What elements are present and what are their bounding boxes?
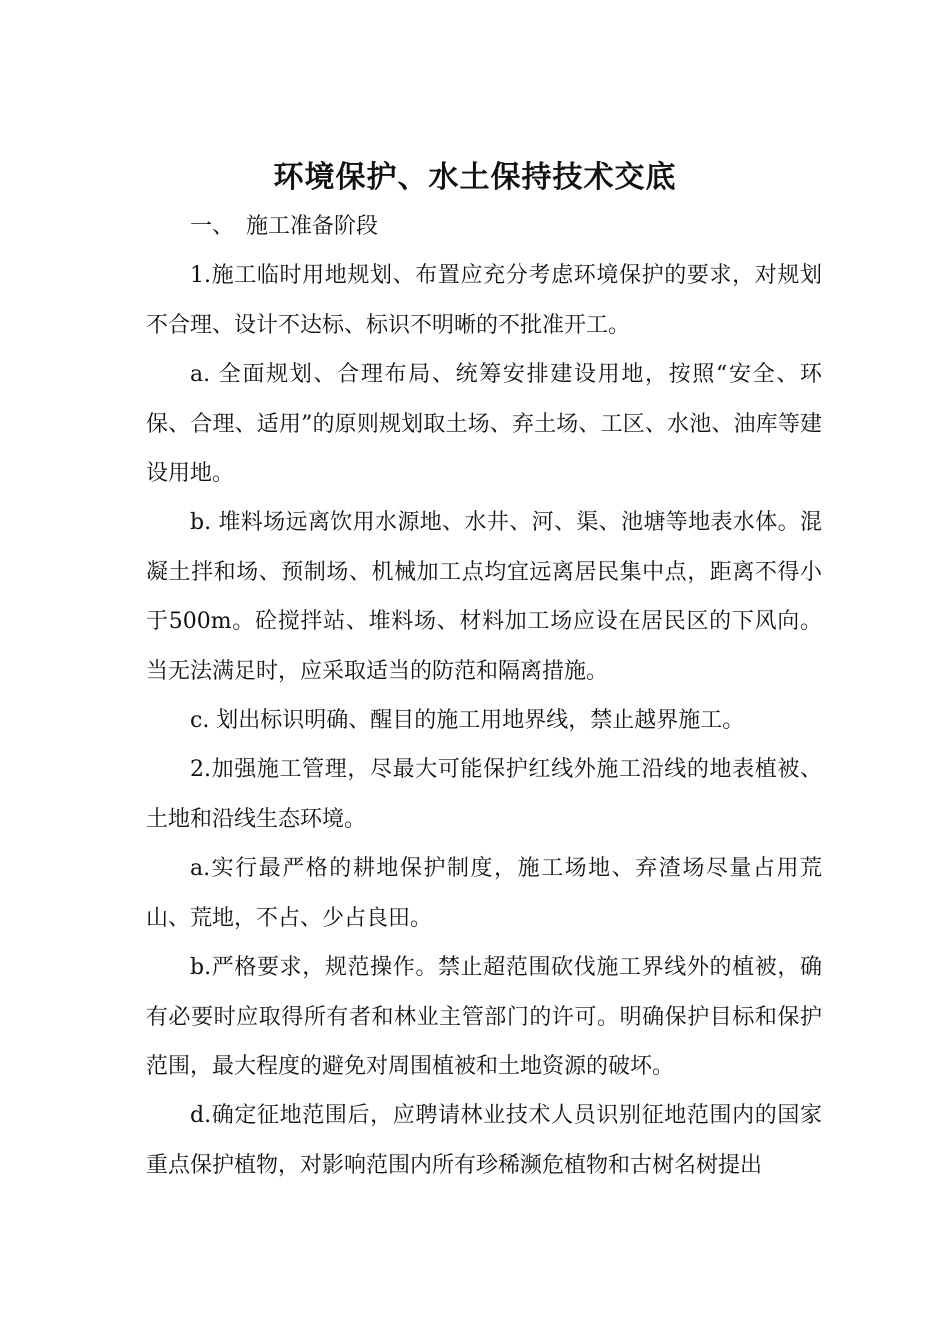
- paragraph-2a: a.实行最严格的耕地保护制度，施工场地、弃渣场尽量占用荒山、荒地，不占、少占良田。: [146, 856, 822, 931]
- paragraph-1c: c. 划出标识明确、醒目的施工用地界线，禁止越界施工。: [190, 708, 745, 734]
- paragraph-2: 2.加强施工管理，尽最大可能保护红线外施工沿线的地表植被、土地和沿线生态环境。: [146, 757, 822, 832]
- paragraph-2b: b.严格要求，规范操作。禁止超范围砍伐施工界线外的植被，确有必要时应取得所有者和林业主管部门的许可。明确保护目标和保护范围，最大程度的避免对周围植被和土地资源的破坏。: [146, 955, 822, 1079]
- section-number: 一、: [190, 214, 235, 239]
- section-title: 施工准备阶段: [246, 214, 379, 239]
- paragraph-2d: d.确定征地范围后，应聘请林业技术人员识别征地范围内的国家重点保护植物，对影响范围内所有珍稀濒危植物和古树名树提出: [146, 1103, 822, 1178]
- paragraph-1: 1.施工临时用地规划、布置应充分考虑环境保护的要求，对规划不合理、设计不达标、标识不明晰的不批准开工。: [146, 263, 822, 338]
- document-body: [146, 202, 822, 1190]
- section-heading: [146, 202, 822, 251]
- document-title: 环境保护、水土保持技术交底: [273, 160, 677, 195]
- paragraph-1a: a. 全面规划、合理布局、统筹安排建设用地，按照“安全、环保、合理、适用”的原则规划取土场、弃土场、工区、水池、油库等建设用地。: [146, 362, 822, 487]
- paragraph-1b: b. 堆料场远离饮用水源地、水井、河、渠、池塘等地表水体。混凝土拌和场、预制场、机械加工点均宜远离居民集中点，距离不得小于500m。砼搅拌站、堆料场、材料加工场应设在居民区的下风向。当无法满足时，应采取适当的防范和隔离措施。: [146, 510, 822, 684]
